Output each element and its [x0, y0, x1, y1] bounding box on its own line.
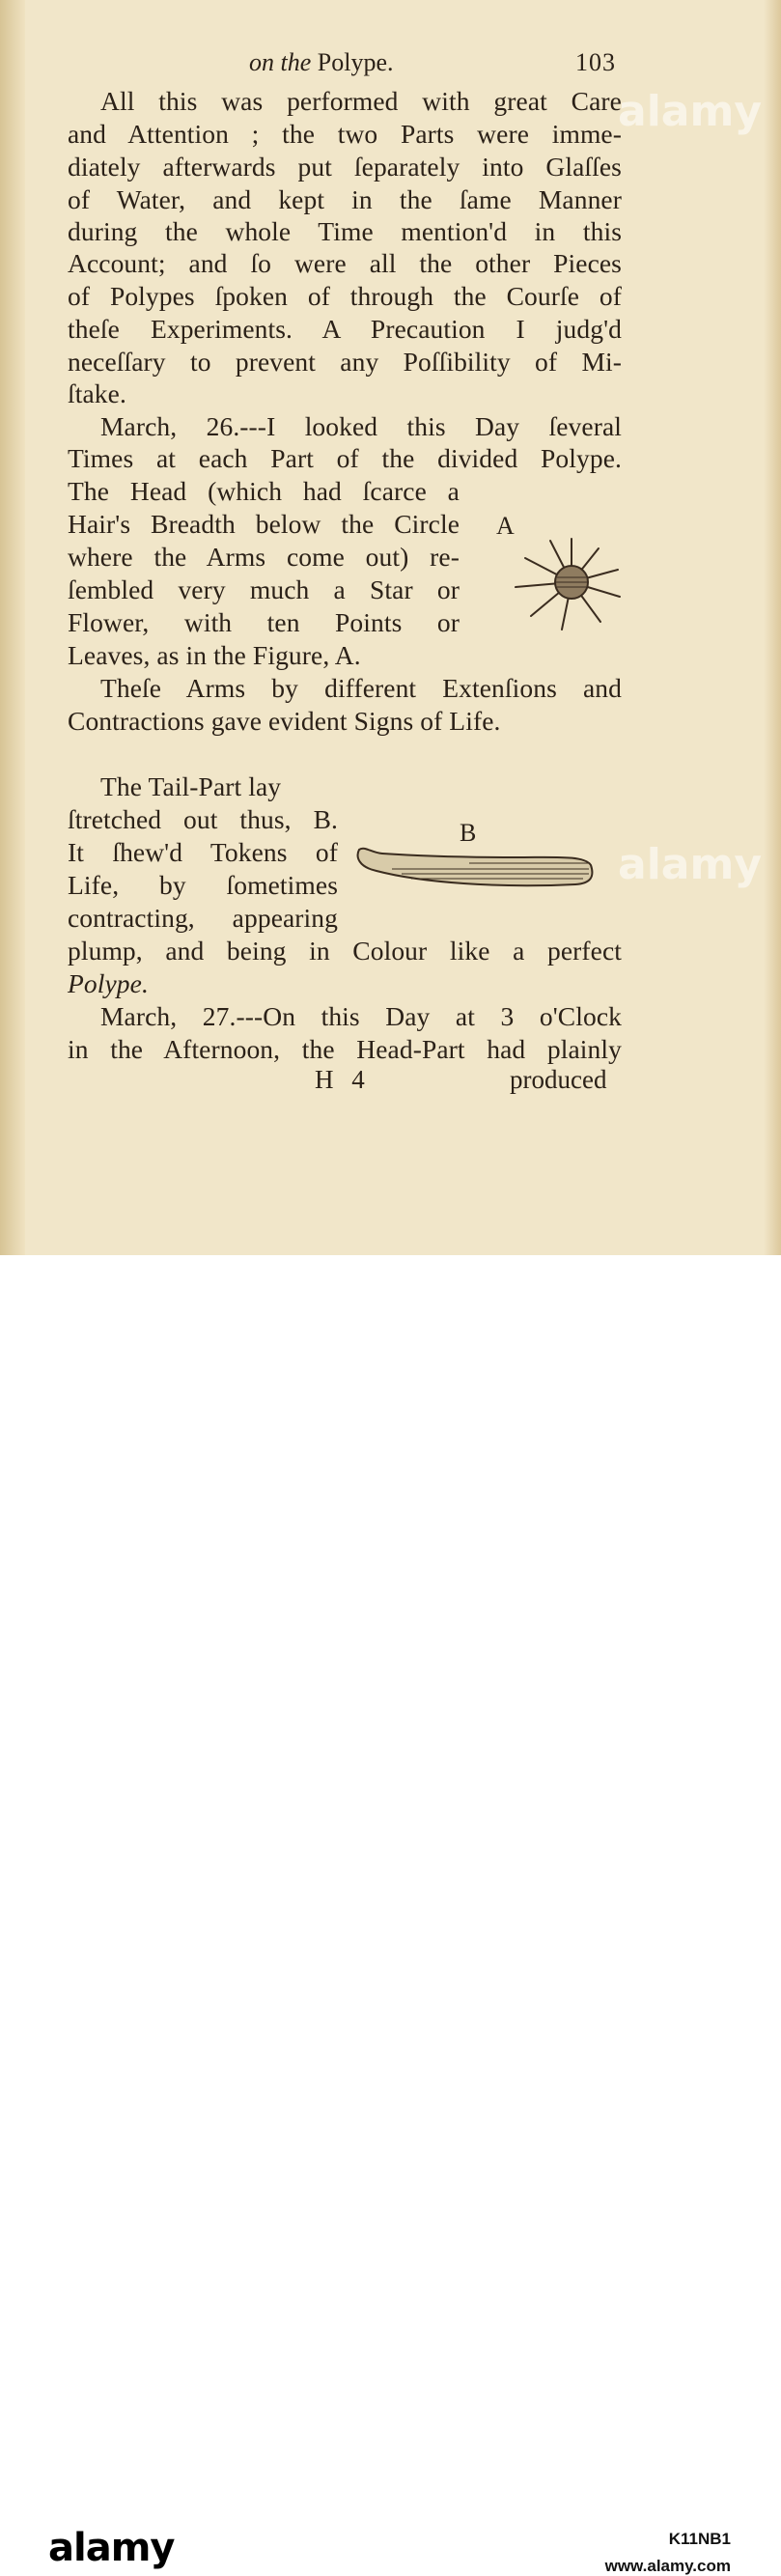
text-line: in the Afternoon, the Head-Part had plainly	[68, 1034, 622, 1064]
text-line: Contractions gave evident Signs of Life.	[68, 706, 501, 736]
text-line: contracting, appearing	[68, 903, 338, 933]
text-line: Theſe Arms by different Extenſions and	[100, 673, 622, 703]
text-line: theſe Experiments. A Precaution I judg'd	[68, 314, 622, 344]
text-line: of Water, and kept in the ſame Manner	[68, 184, 622, 214]
page-number: 103	[575, 48, 616, 76]
catchword: produced	[510, 1065, 607, 1094]
watermark-text: alamy	[618, 87, 762, 136]
running-head: on the Polype.	[249, 48, 394, 76]
text-line: Leaves, as in the Figure, A.	[68, 640, 361, 670]
stock-footer	[0, 1255, 781, 2575]
text-line: plump, and being in Colour like a perfect	[68, 936, 622, 966]
text-line: The Tail-Part lay	[100, 771, 282, 801]
figure-a-label: A	[496, 512, 515, 540]
text-line: of Polypes ſpoken of through the Courſe of	[68, 281, 622, 311]
text-line: Account; and ſo were all the other Pieces	[68, 248, 622, 278]
text-line: The Head (which had ſcarce a	[68, 476, 460, 506]
text-line: where the Arms come out) re-	[68, 542, 460, 572]
star-polype-figure	[512, 529, 628, 637]
text-line: diately afterwards put ſeparately into Glaſſes	[68, 152, 622, 182]
text-line: and Attention ; the two Parts were imme-	[68, 119, 622, 149]
text-line: ſtretched out thus, B.	[68, 804, 338, 834]
image-id: K11NB1	[668, 2530, 731, 2548]
book-page	[0, 0, 781, 1255]
watermark-text: alamy	[618, 840, 762, 889]
text-line: Hair's Breadth below the Circle	[68, 509, 460, 539]
text-line: Life, by ſometimes	[68, 870, 338, 900]
text-line: It ſhew'd Tokens of	[68, 837, 338, 867]
text-line: during the whole Time mention'd in this	[68, 216, 622, 246]
signature-mark: H 4	[315, 1065, 371, 1094]
text-line: March, 26.---I looked this Day ſeveral	[100, 411, 622, 441]
site-url: www.alamy.com	[604, 2557, 731, 2575]
text-line: Times at each Part of the divided Polype.	[68, 443, 622, 473]
alamy-logo: alamy	[48, 2526, 175, 2570]
text-line: March, 27.---On this Day at 3 o'Clock	[100, 1001, 622, 1031]
text-line: Flower, with ten Points or	[68, 607, 460, 637]
tail-part-figure	[353, 836, 597, 898]
figure-b-label: B	[460, 819, 477, 847]
text-line: neceſſary to prevent any Poſſibility of Mi-	[68, 347, 622, 377]
text-line: ſtake.	[68, 378, 126, 408]
text-line: All this was performed with great Care	[100, 86, 622, 116]
text-line: Polype.	[68, 968, 149, 998]
text-line: ſembled very much a Star or	[68, 574, 460, 604]
